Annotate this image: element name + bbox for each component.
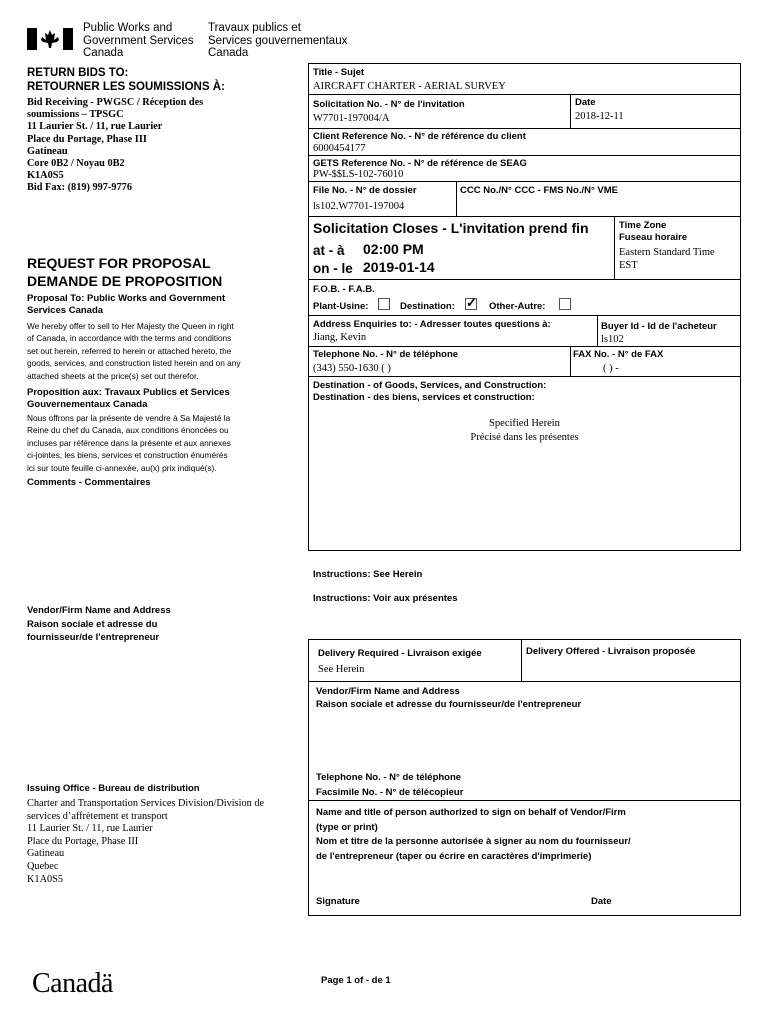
vendor-telephone-label: Telephone No. - N° de téléphone — [316, 772, 462, 783]
body-line: set out herein, referred to herein or attached hereto, the — [27, 345, 232, 356]
body-line: of Canada, in accordance with the terms and conditions — [27, 333, 232, 344]
divider — [614, 216, 615, 279]
issuing-office-address — [27, 798, 264, 886]
solicitation-label: Solicitation No. - N° de l'invitation — [313, 99, 465, 110]
tz-value-line: Eastern Standard Time — [619, 247, 715, 258]
buyer-id-label: Buyer Id - Id de l'acheteur — [601, 321, 717, 332]
dept-fr-line: Canada — [208, 47, 249, 59]
client-ref-value: 6000454177 — [313, 143, 366, 154]
authorized-line: Nom et titre de la personne autorisée à signer au nom du fournisseur/ — [316, 836, 631, 847]
rfp-title-fr: DEMANDE DE PROPOSITION — [27, 273, 223, 289]
issuing-office-label: Issuing Office - Bureau de distribution — [27, 783, 200, 794]
delivery-required-label: Delivery Required - Livraison exigée — [318, 648, 482, 659]
destination-label: Destination: — [400, 301, 455, 312]
divider — [570, 346, 571, 376]
vendor-left-label — [27, 604, 171, 645]
rfp-title — [27, 254, 222, 290]
title-label: Title - Sujet — [313, 67, 365, 78]
proposal-to-en-line: Services Canada — [27, 304, 104, 316]
date-label: Date — [575, 97, 596, 108]
body-line: ci-jointes, les biens, services et construction énumérés — [27, 450, 228, 461]
date-value: 2018-12-11 — [575, 111, 624, 122]
fax-value: ( ) - — [603, 363, 619, 374]
gets-value: PW-$$LS-102-76010 — [313, 169, 404, 180]
address-line: Bid Receiving - PWGSC / Réception des — [27, 97, 204, 108]
divider — [521, 639, 522, 681]
address-line: Place du Portage, Phase III — [27, 133, 147, 145]
divider — [308, 155, 741, 156]
proposal-to-fr — [27, 387, 230, 410]
divider — [308, 800, 741, 801]
closes-label: Solicitation Closes - L'invitation prend fin — [313, 220, 589, 236]
fax-label: FAX No. - N° de FAX — [573, 349, 664, 360]
return-bids-address — [27, 97, 203, 195]
other-label: Other-Autre: — [489, 301, 546, 312]
body-line: Reine du chef du Canada, aux conditions énoncées ou — [27, 425, 229, 436]
issuing-line: services d’affrètement et transport — [27, 810, 168, 822]
return-bids-en: RETURN BIDS TO: — [27, 67, 129, 79]
address-line: 11 Laurier St. / 11, rue Laurier — [27, 121, 163, 133]
delivery-offered-label: Delivery Offered - Livraison proposée — [526, 646, 696, 657]
destination-value-en: Specified Herein — [489, 418, 560, 429]
body-line: goods, services, and construction listed herein and on any — [27, 358, 241, 369]
proposal-to-en-line: Proposal To: Public Works and Government — [27, 293, 226, 304]
divider — [570, 94, 571, 128]
divider — [308, 128, 741, 129]
authorized-line: (type or print) — [316, 821, 378, 833]
delivery-required-value: See Herein — [318, 664, 365, 675]
gets-label: GETS Reference No. - N° de référence de SEAG — [313, 158, 527, 169]
vendor-left-line: Vendor/Firm Name and Address — [27, 605, 171, 616]
page-number: Page 1 of - de 1 — [321, 975, 391, 986]
at-label: at - à — [313, 243, 345, 258]
address-line: Gatineau — [27, 145, 68, 157]
plant-label: Plant-Usine: — [313, 301, 369, 312]
phone-value: (343) 550-1630 ( ) — [313, 363, 391, 374]
time-zone-value — [619, 247, 715, 272]
body-line: Nous offrons par la présente de vendre à Sa Majesté la — [27, 413, 231, 423]
dept-en-line: Public Works and — [83, 22, 173, 34]
divider — [308, 216, 741, 217]
dept-en-line: Canada — [83, 47, 124, 59]
tz-label-line: Fuseau horaire — [619, 232, 688, 243]
rfp-title-en: REQUEST FOR PROPOSAL — [27, 255, 211, 271]
issuing-line: Gatineau — [27, 848, 65, 860]
close-date-value: 2019-01-14 — [363, 259, 435, 275]
dept-fr-line: Services gouvernementaux — [208, 34, 348, 47]
proposal-to-en — [27, 293, 225, 316]
buyer-id-value: ls102 — [601, 334, 624, 345]
address-line: Core 0B2 / Noyau 0B2 — [27, 158, 125, 170]
divider — [308, 279, 741, 280]
address-line: K1A0S5 — [27, 170, 64, 182]
body-line: We hereby offer to sell to Her Majesty the Queen in right — [27, 321, 234, 331]
proposal-to-fr-line: Proposition aux: Travaux Publics et Services — [27, 387, 230, 398]
solicitation-value: W7701-197004/A — [313, 113, 390, 124]
other-checkbox[interactable] — [559, 298, 571, 310]
dept-name-fr — [208, 22, 347, 60]
dept-en-line: Government Services — [83, 34, 194, 47]
divider — [456, 181, 457, 216]
time-zone-label — [619, 220, 687, 244]
dept-name-en — [83, 22, 194, 60]
signature-date-label: Date — [591, 896, 612, 907]
return-bids-fr: RETOURNER LES SOUMISSIONS À: — [27, 81, 225, 93]
vendor-name-label-en: Vendor/Firm Name and Address — [316, 686, 460, 697]
vendor-name-label-fr: Raison sociale et adresse du fournisseur/de l'entrepreneur — [316, 699, 582, 710]
ccc-label: CCC No./N° CCC - FMS No./N° VME — [460, 185, 619, 196]
destination-goods-label-en: Destination - of Goods, Services, and Construction: — [313, 380, 547, 391]
issuing-line: 11 Laurier St. / 11, rue Laurier — [27, 823, 153, 835]
body-line: attached sheets at the price(s) set out therefor. — [27, 370, 199, 381]
client-ref-label: Client Reference No. - N° de référence du client — [313, 131, 526, 142]
instructions-fr: Instructions: Voir aux présentes — [313, 593, 458, 604]
time-value: 02:00 PM — [363, 241, 424, 257]
fob-label: F.O.B. - F.A.B. — [313, 284, 375, 295]
address-line: Bid Fax: (819) 997-9776 — [27, 182, 132, 194]
canada-wordmark: Canadä — [32, 968, 113, 999]
vendor-left-line: fournisseur/de l'entrepreneur — [27, 632, 160, 643]
divider — [308, 94, 741, 95]
title-value: AIRCRAFT CHARTER - AERIAL SURVEY — [313, 81, 506, 92]
tz-value-line: EST — [619, 259, 638, 271]
address-enquiries-label: Address Enquiries to: - Adresser toutes questions à: — [313, 319, 551, 330]
issuing-line: K1A0S5 — [27, 873, 64, 885]
file-value: ls102.W7701-197004 — [313, 201, 405, 212]
tz-label-line: Time Zone — [619, 220, 667, 231]
body-line: incluses par référence dans la présente et aux annexes — [27, 437, 231, 448]
signature-label: Signature — [316, 896, 360, 907]
destination-checkbox[interactable] — [465, 295, 477, 310]
on-label: on - le — [313, 261, 353, 276]
divider — [308, 376, 741, 377]
divider — [308, 181, 741, 182]
check-mark-icon: ✓ — [466, 295, 477, 310]
divider — [308, 346, 741, 347]
vendor-left-line: Raison sociale et adresse du — [27, 618, 158, 630]
issuing-line: Charter and Transportation Services Division/Division de — [27, 798, 265, 809]
instructions-en: Instructions: See Herein — [313, 569, 423, 580]
address-line: soumissions – TPSGC — [27, 109, 124, 121]
body-line: ici sur toute feuille ci-annexée, au(x) prix indiqué(s). — [27, 462, 217, 473]
issuing-line: Place du Portage, Phase III — [27, 835, 139, 847]
return-bids-title — [27, 66, 225, 94]
authorized-name-label — [316, 806, 631, 864]
authorized-line: de l'entrepreneur (taper ou écrire en caractères d'imprimerie) — [316, 850, 592, 862]
divider — [597, 315, 598, 346]
flag-icon — [27, 28, 73, 55]
authorized-line: Name and title of person authorized to sign on behalf of Vendor/Firm — [316, 807, 626, 818]
proposal-body-fr — [27, 412, 231, 474]
file-label: File No. - N° de dossier — [313, 185, 417, 196]
proposal-body-en — [27, 320, 241, 382]
comments-label: Comments - Commentaires — [27, 477, 151, 488]
dept-fr-line: Travaux publics et — [208, 22, 301, 34]
divider — [308, 681, 741, 682]
plant-checkbox[interactable] — [378, 298, 390, 310]
proposal-to-fr-line: Gouvernementaux Canada — [27, 398, 148, 410]
destination-value-fr: Précisé dans les présentes — [470, 432, 579, 443]
phone-label: Telephone No. - N° de téléphone — [313, 349, 459, 360]
destination-goods-label-fr: Destination - des biens, services et construction: — [313, 392, 535, 403]
vendor-facsimile-label: Facsimile No. - N° de télécopieur — [316, 787, 464, 798]
address-enquiries-value: Jiang, Kevin — [313, 332, 367, 343]
issuing-line: Quebec — [27, 860, 59, 872]
divider — [308, 315, 741, 316]
